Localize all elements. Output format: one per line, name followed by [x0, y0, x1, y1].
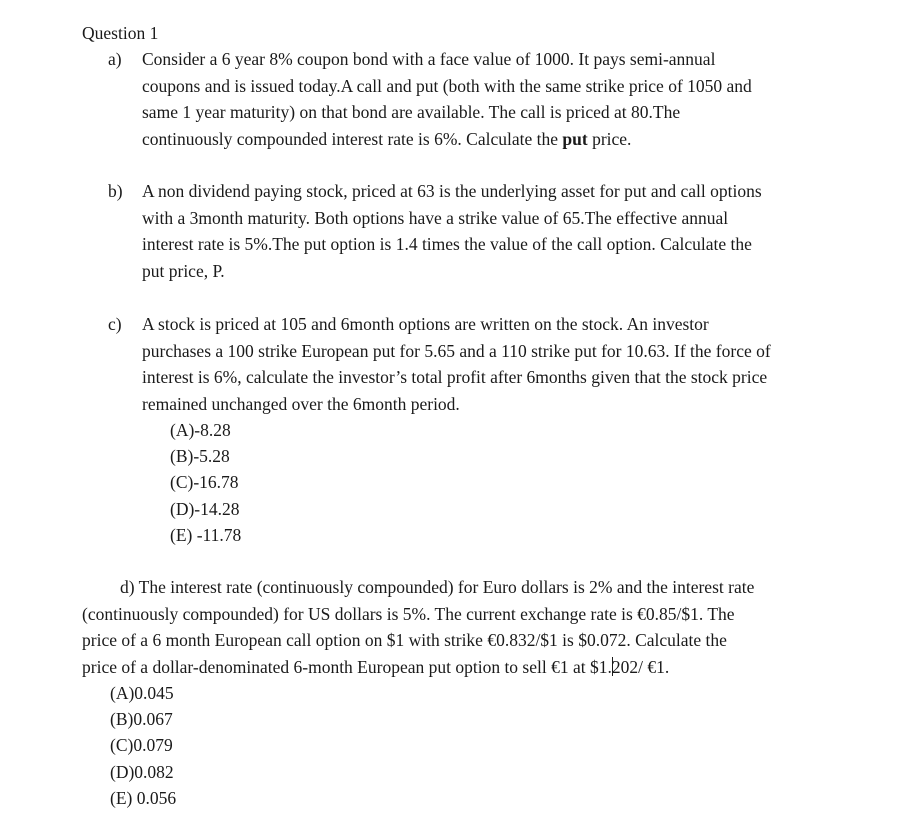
part-a-line-4-suffix: price. — [587, 128, 632, 149]
part-a-line-3: same 1 year maturity) on that bond are available. The call is priced at 80.The — [142, 102, 681, 122]
part-b-line-3: interest rate is 5%.The put option is 1.4 times the value of the call option. Calculate the — [142, 234, 752, 254]
part-a-line-1: Consider a 6 year 8% coupon bond with a face value of 1000. It pays semi-annual — [142, 49, 716, 69]
part-c-choice-c: (C)-16.78 — [170, 472, 239, 493]
part-a-bold-put: put — [562, 128, 588, 149]
part-a-line-4 — [142, 126, 872, 153]
part-c-choice-a: (A)-8.28 — [170, 420, 231, 440]
part-d-line-2: (continuously compounded) for US dollars is 5%. The current exchange rate is €0.85/$1. The — [82, 603, 735, 624]
part-c-letter: c) — [108, 314, 122, 334]
part-c-choice-d: (D)-14.28 — [170, 498, 240, 519]
part-d-line-3: price of a 6 month European call option on $1 with strike €0.832/$1 is $0.072. Calculate the — [82, 630, 727, 650]
part-d-choice-e: (E) 0.056 — [110, 787, 177, 808]
part-a-letter: a) — [108, 49, 122, 69]
part-b-letter: b) — [108, 181, 123, 201]
part-c-line-1: A stock is priced at 105 and 6month options are written on the stock. An investor — [142, 314, 709, 334]
part-a-line-2: coupons and is issued today.A call and put (both with the same strike price of 1050 and — [142, 75, 752, 96]
part-d-line-1: d) The interest rate (continuously compounded) for Euro dollars is 2% and the interest rate — [120, 577, 755, 597]
part-c-line-3: interest is 6%, calculate the investor’s total profit after 6months given that the stock price — [142, 367, 768, 387]
part-b-line-4: put price, P. — [142, 260, 225, 281]
part-d-choice-d: (D)0.082 — [110, 761, 174, 782]
part-a-text — [142, 46, 872, 152]
part-d-choices — [110, 680, 176, 811]
part-c-choices — [170, 417, 241, 548]
part-c-text — [142, 311, 872, 417]
part-c-line-2: purchases a 100 strike European put for 5.65 and a 110 strike put for 10.63. If the force of — [142, 340, 771, 361]
part-b-line-1: A non dividend paying stock, priced at 63 is the underlying asset for put and call options — [142, 181, 762, 201]
part-a-line-4-prefix: continuously compounded interest rate is 6%. Calculate the — [142, 128, 563, 149]
part-d-line-4-suffix: 202/ €1. — [611, 656, 670, 677]
part-b-line-2: with a 3month maturity. Both options have a strike value of 65.The effective annual — [142, 207, 729, 228]
part-d-line-4-prefix: price of a dollar-denominated 6-month European put option to sell €1 at $1. — [82, 656, 612, 677]
part-d-choice-a: (A)0.045 — [110, 683, 174, 703]
part-d-choice-b: (B)0.067 — [110, 709, 173, 730]
part-d-line-4 — [82, 654, 882, 681]
part-b-text — [142, 178, 872, 284]
part-d — [82, 574, 882, 680]
part-d-choice-c: (C)0.079 — [110, 735, 173, 756]
part-c-choice-b: (B)-5.28 — [170, 446, 230, 467]
question-title: Question 1 — [82, 23, 159, 43]
part-c-choice-e: (E) -11.78 — [170, 524, 242, 545]
part-c-line-4: remained unchanged over the 6month period. — [142, 393, 460, 414]
